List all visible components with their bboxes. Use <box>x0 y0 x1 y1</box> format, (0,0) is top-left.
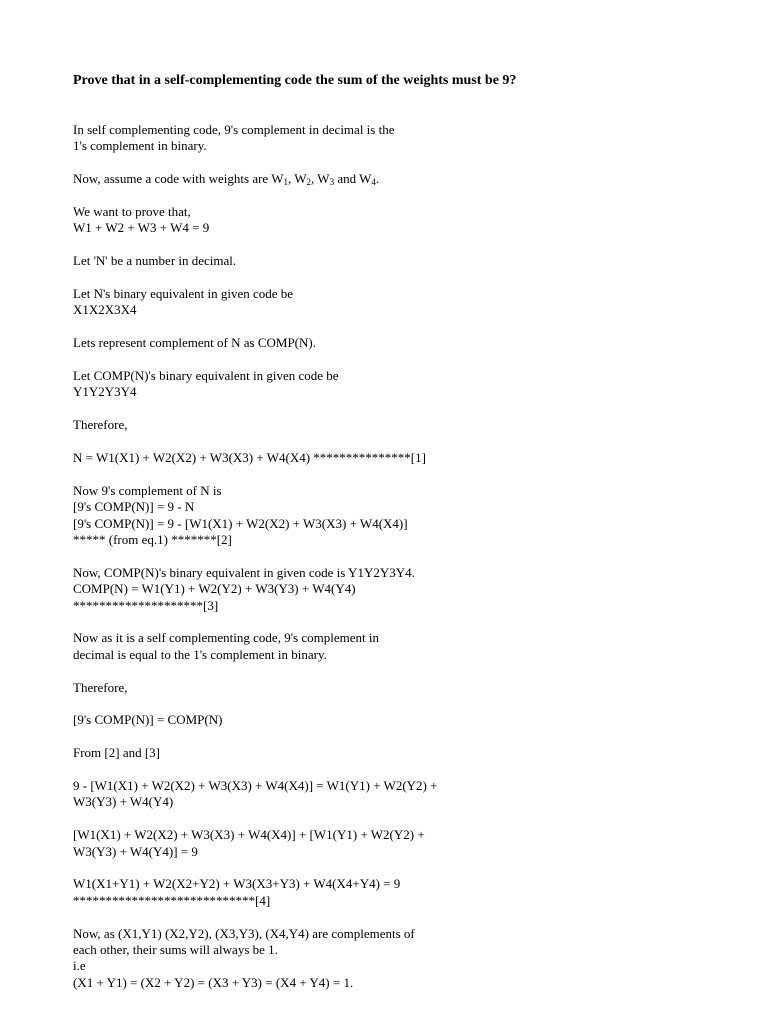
text-line: Let N's binary equivalent in given code be <box>73 286 294 301</box>
text-line: decimal is equal to the 1's complement in binary. <box>73 646 327 662</box>
equation-sum <box>73 827 673 860</box>
text-fragment: and <box>334 171 360 187</box>
equation-line: W3(Y3) + W4(Y4)] = 9 <box>73 843 198 859</box>
paragraph-comp-binary <box>73 368 673 401</box>
paragraph-from-2-3: From [2] and [3] <box>73 745 161 761</box>
paragraph-let-n: Let 'N' be a number in decimal. <box>73 253 237 269</box>
text-fragment: , <box>287 171 295 187</box>
paragraph-goal <box>73 204 673 237</box>
equation-line: [9's COMP(N)] = 9 - [W1(X1) + W2(X2) + W3(X3) + W4(X4)] <box>73 515 408 531</box>
equation-label: ****************************[4] <box>73 892 271 908</box>
equation-label: ***** (from eq.1) *******[2] <box>73 532 232 548</box>
text-line: i.e <box>73 958 86 974</box>
text-line: Let COMP(N)'s binary equivalent in given code be <box>73 368 339 383</box>
equation-1: N = W1(X1) + W2(X2) + W3(X3) + W4(X4) ***************[1] <box>73 450 426 465</box>
paragraph-comp-def: Lets represent complement of N as COMP(N). <box>73 335 316 351</box>
equation-line: W3(Y3) + W4(Y4) <box>73 794 174 810</box>
text-line: Now as it is a self complementing code, 9's complement in <box>73 630 379 646</box>
proof-body <box>73 122 673 1008</box>
text-line: Now 9's complement of N is <box>73 482 222 498</box>
paragraph-therefore-2: Therefore, <box>73 679 128 695</box>
question-title: Prove that in a self-complementing code the sum of the weights must be 9? <box>73 73 517 88</box>
equation-line: [W1(X1) + W2(X2) + W3(X3) + W4(X4)] + [W1(Y1) + W2(Y2) + <box>73 827 425 843</box>
text-fragment: Now, assume a code with weights are <box>73 171 272 187</box>
weight-symbol: W <box>271 171 284 187</box>
text-fragment: . <box>375 171 380 187</box>
equation-line: 9 - [W1(X1) + W2(X2) + W3(X3) + W4(X4)] = W1(Y1) + W2(Y2) + <box>73 778 438 794</box>
text-line: Y1Y2Y3Y4 <box>73 384 137 400</box>
equation-equality: [9's COMP(N)] = COMP(N) <box>73 712 223 728</box>
weight-subscript: 2 <box>306 177 312 188</box>
paragraph-n-binary <box>73 286 673 319</box>
text-line: 1's complement in binary. <box>73 138 207 154</box>
equation-4 <box>73 876 673 909</box>
paragraph-self-complementing <box>73 630 673 663</box>
weight-subscript: 3 <box>329 177 335 188</box>
weight-symbol: W <box>317 171 330 187</box>
equation-line: W1(X1+Y1) + W2(X2+Y2) + W3(X3+Y3) + W4(X4+Y4) = 9 <box>73 876 401 892</box>
text-fragment: , <box>311 171 318 187</box>
equation-line: (X1 + Y1) = (X2 + Y2) = (X3 + Y3) = (X4 + Y4) = 1. <box>73 974 354 990</box>
equation-line: COMP(N) = W1(Y1) + W2(Y2) + W3(Y3) + W4(Y4) <box>73 581 356 597</box>
paragraph-nines-complement <box>73 483 673 549</box>
text-line: X1X2X3X4 <box>73 302 137 318</box>
equation-label: ********************[3] <box>73 597 219 613</box>
paragraph-weights <box>73 171 673 187</box>
weight-symbol: W <box>294 171 307 187</box>
equation-line: W1 + W2 + W3 + W4 = 9 <box>73 220 210 236</box>
paragraph-comp-equation <box>73 565 673 614</box>
weight-symbol: W <box>359 171 372 187</box>
weight-subscript: 1 <box>283 177 288 188</box>
paragraph-therefore: Therefore, <box>73 417 128 433</box>
text-line: We want to prove that, <box>73 204 191 219</box>
text-line: Now, as (X1,Y1) (X2,Y2), (X3,Y3), (X4,Y4) are complements of <box>73 925 415 941</box>
weight-subscript: 4 <box>371 177 376 188</box>
text-line: each other, their sums will always be 1. <box>73 942 278 958</box>
text-line: Now, COMP(N)'s binary equivalent in given code is Y1Y2Y3Y4. <box>73 564 415 580</box>
equation-line: [9's COMP(N)] = 9 - N <box>73 499 195 515</box>
equation-combined <box>73 778 673 811</box>
paragraph-definition <box>73 122 673 155</box>
text-line: In self complementing code, 9's complement in decimal is the <box>73 122 395 137</box>
paragraph-complements <box>73 926 673 992</box>
